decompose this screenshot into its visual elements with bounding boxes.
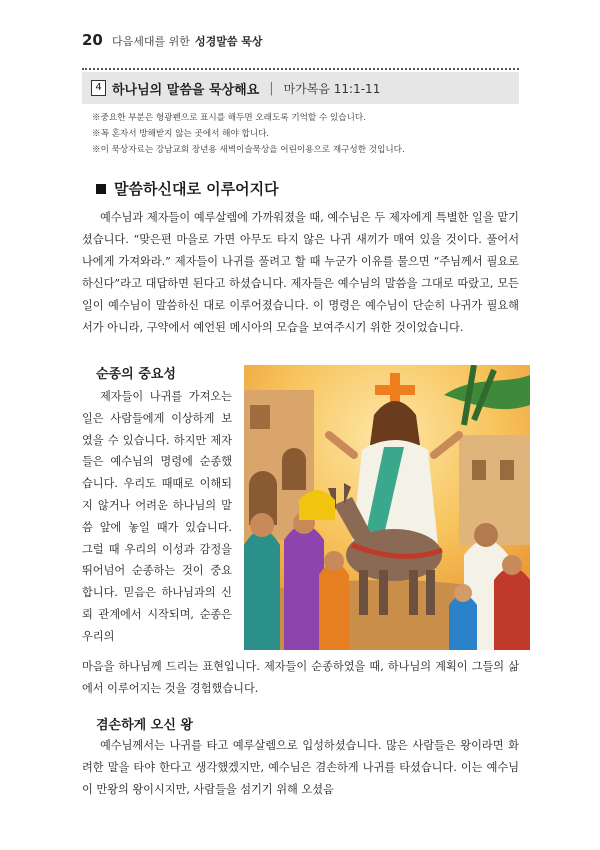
jesus-on-donkey-illustration <box>244 365 530 650</box>
paragraph-3: 예수님께서는 나귀를 타고 예루살렘으로 입성하셨습니다. 많은 사람들은 왕이라면 화려한 말을 타야 한다고 생각했겠지만, 예수님은 겸손하게 나귀를 타셨습니다. 이는 예수님이 만왕의 왕이시지만, 사람들을 섬기기 위해 오셨음 <box>82 739 519 796</box>
section-banner <box>82 72 519 104</box>
notes <box>92 110 405 158</box>
page-number: 20 <box>82 31 103 49</box>
subheading-obedience: 순종의 중요성 <box>96 367 176 382</box>
note-item: ※이 묵상자료는 강남교회 장년용 새벽이슬묵상을 어린이용으로 재구성한 것입니다. <box>92 145 405 155</box>
paragraph-2-side: 제자들이 나귀를 가져오는 일은 사람들에게 이상하게 보였을 수 있습니다. 하지만 제자들은 예수님의 명령에 순종했습니다. 우리도 때때로 이해되지 않거나 어려운 하나님의 말씀 앞에 놓일 때가 있습니다. 그럴 때 우리의 이성과 감정을 뛰어넘어 순종하는 것이 중요합니다. 믿음은 하나님과의 신뢰 관계에서 시작되며, 순종은 우리의 <box>82 390 232 643</box>
banner-title: 하나님의 말씀을 묵상해요 <box>112 82 260 98</box>
note-item: ※중요한 부분은 형광펜으로 표시를 해두면 오래도록 기억할 수 있습니다. <box>92 113 366 123</box>
dotted-divider <box>82 68 519 70</box>
header-subtitle: 다음세대를 위한 <box>111 35 190 48</box>
section-title: 말씀하신대로 이루어지다 <box>114 180 279 198</box>
banner-number: 4 <box>91 80 106 96</box>
page-header <box>82 30 263 49</box>
scripture-reference: 마가복음 11:1-11 <box>283 81 381 96</box>
banner-separator: | <box>269 80 274 96</box>
square-bullet-icon <box>96 184 106 194</box>
book-title: 성경말씀 묵상 <box>194 35 263 48</box>
subheading-humble-king: 겸손하게 오신 왕 <box>96 718 193 733</box>
section-heading <box>96 178 279 199</box>
paragraph-1: 예수님과 제자들이 예루살렘에 가까워졌을 때, 예수님은 두 제자에게 특별한 일을 맡기셨습니다. “맞은편 마을로 가면 아무도 타지 않은 나귀 새끼가 매여 있을 것이다. 풀어서 나에게 가져와라.” 제자들이 나귀를 풀려고 할 때 누군가 이유를 물으면 “주님께서 필요로 하신다”라고 대답하면 된다고 하셨습니다. 제자들은 예수님의 말씀을 그대로 따랐고, 모든 일이 예수님이 말씀하신 대로 이루어졌습니다. 이 명령은 예수님이 단순히 나귀가 필요해서가 아니라, 구약에서 예언된 메시아의 모습을 보여주시기 위한 것이었습니다. <box>82 211 519 334</box>
paragraph-2-continued: 마음을 하나님께 드리는 표현입니다. 제자들이 순종하였을 때, 하나님의 계획이 그들의 삶에서 이루어지는 것을 경험했습니다. <box>82 660 519 695</box>
note-item: ※꼭 혼자서 방해받지 않는 곳에서 해야 합니다. <box>92 129 270 139</box>
